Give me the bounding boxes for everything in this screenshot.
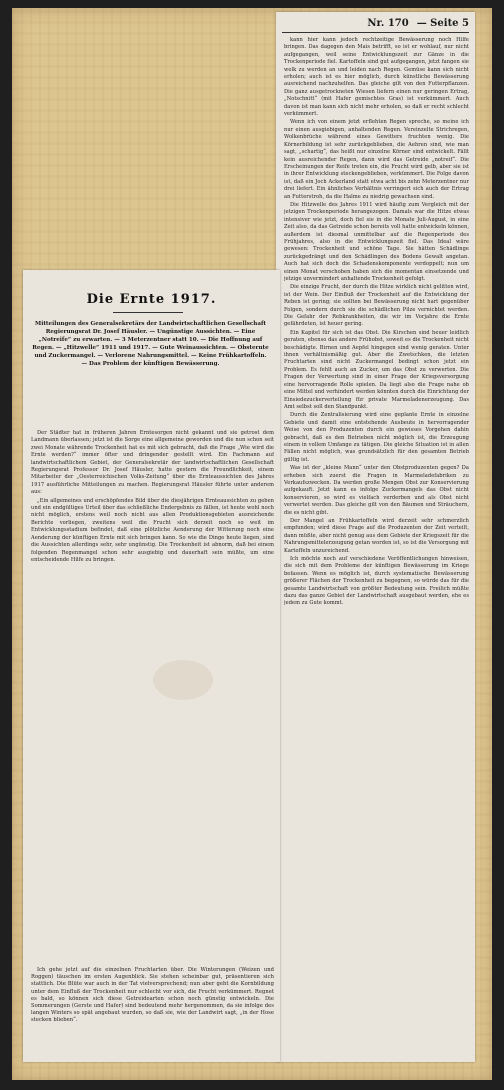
- continuation-paragraph: Ich möchte noch auf verschiedene Veröffentlichungen hinweisen, die sich mit dem Probleme der künftigen Bewässerung im Kriege befassen. Wenn es möglich ist, durch systematische Bewässerung größerer Flächen der Trockenheit zu begegnen, so würde das für die gesamte Landwirtschaft von größter Bedeutung sein. Freilich müßte dazu das ganze Gebiet der Landwirtschaft ausgebaut werden, ehe es jedem zu Gute kommt.: [284, 556, 469, 607]
- page-header: [284, 15, 469, 31]
- paper-stain: [153, 660, 213, 700]
- issue-number: Nr. 170: [367, 17, 409, 29]
- article-subhead: Mitteilungen des Generalsekretärs der Landwirtschaftlichen Gesellschaft Regierungsrat Dr. Josef Häusler. — Ungünstige Aussichten. — Eine „Notreife“ zu erwarten. — 3 Meterzentner statt 10. — Die Hoffnung auf Regen. — „Hitzwelle“ 1911 und 1917. — Gute Weinaussichten. — Obsternte und Zuckermangel. — Verlorene Nahrungsmittel. — Keine Frühkartoffeln. — Das Problem der künftigen Bewässerung.: [32, 321, 269, 367]
- article-body: [31, 430, 274, 785]
- body-paragraph: „Ein allgemeines und erschöpfendes Bild über die diesjährigen Ernteaussichten zu geben und ein endgültiges Urteil über das schließliche Endergebnis zu fällen, ist heute wohl noch nicht möglich, erstens weil noch nicht aus allen Produktionsgebieten ausreichende Berichte vorliegen, zweitens weil die Frucht sich derzeit noch so weit im Entwicklungsstadium befindet, daß eine plötzliche Aenderung der Witterung noch eine Aenderung der künftigen Ernte mit sich bringen kann. So wie die Dinge heute liegen, sind die Aussichten allerdings sehr, sehr ungünstig. Die Trockenheit ist abnorm, daß bei einem folgenden Regenmangel schon sehr ausgiebig und dauerhaft sein müßte, um eine entscheidende Hilfe zu bringen.: [31, 497, 274, 563]
- page-number: — Seite 5: [416, 17, 469, 29]
- article-tail: [31, 967, 274, 1056]
- header-rule: [282, 32, 469, 33]
- clipping-continuation: [276, 12, 475, 1062]
- continuation-paragraph: kann hier kann jedoch rechtzeitige Bewässerung noch Hilfe bringen. Das dagegen den Mais betrifft, so ist er wohlauf, nur nicht aufgegangen, weil seine Entwicklungszeit zur Gänze in die Trockenperiode fiel. Kartoffeln sind gut aufgegangen, jetzt fangen sie welk zu werden an und leiden nach Regen. Gemüse kann sich nicht erholen; auch ist es hier möglich, durch künstliche Bewässerung ausreichend nachzuhelfen. Das gleiche gilt von den Futterpflanzen. Die ganz ausgetrockneten Wiesen liefern einen nur geringen Ertrag, „Notschnitt“ (mit Hafer gemischtes Gras) ist verkümmert. Auch davon ist man kann sich nicht mehr erholen, so daß er recht schlecht verkümmert.: [284, 37, 469, 118]
- article-title: Die Ernte 1917.: [86, 292, 217, 307]
- continuation-column: [284, 37, 469, 1056]
- continuation-paragraph: Was ist der „kleine Mann“ unter den Obstproduzenten gegen? Da erheben sich zuerst die Fragen in Marmeladefabriken zu Verkaufszwecken. Da werden große Mengen Obst zur Konservierung aufgekauft. Jetzt kann es infolge Zuckermangels das Obst nicht konservieren, so wird es vielfach verderben und als Obst nicht verwertet werden. Das gleiche gilt von den Bäumen und Sträuchern, die es nicht gibt.: [284, 465, 469, 516]
- continuation-paragraph: Wenn ich von einem jetzt erflehten Regen spreche, so meine ich nur einen ausgiebigen, anhaltenden Regen. Vereinzelte Strichregen, Wolkenbrüche während eines Gewitters fruchten wenig. Die Körnerbildung ist sehr zurückgeblieben, die Aehren sind, wie man sagt, „schartig“, das heißt nur einzelne Körner sind entwickelt. Fällt kein ausreichender Regen, dann wird das Getreide „notreif“. Die Erscheinungen der Reife treten ein, die Frucht wird gelb, aber sie ist in ihrer Entwicklung steckengeblieben, verkümmert. Die Folge davon ist, daß ein Joch Ackerland statt etwa acht bis zehn Meterzentner nur drei liefert. Ein ähnliches Verhältnis verringert sich auch der Ertrag an Futterstroh, da die Halme zu niedrig gewachsen sind.: [284, 119, 469, 200]
- clipping-article: [23, 270, 280, 1062]
- continuation-paragraph: Die Hitzwelle des Jahres 1911 wird häufig zum Vergleich mit der jetzigen Trockenperiode herangezogen. Damals war die Hitze etwas intensiver wie jetzt, doch fiel sie in die Monate Juli-August, in eine Zeit also, da das Getreide schon bereits voll hatte entwickeln können, außerdem ist diesmal unmittelbar auf die Regenperiode des Frühjahres, also in die Entwicklungszeit fiel. Das Ideal wäre gewesen: Trockenheit und schöne Tage. Sie hätten Schädlinge zurückgedrängt und den Schädlingen des Bodens Gewalt angetan. Auch hat sich doch die Schadenskomponente verdoppelt; nun um einen Monat verschoben haben sich die momentan einsetzende und jetzige unvermindert anhaltende Trockenheit gefolgt.: [284, 201, 469, 282]
- continuation-paragraph: Der Mangel an Frühkartoffeln wird derzeit sehr schmerzlich empfunden; wird diese Frage auf die Produzenten der Zeit verteilt, dann müßte, aber nicht genug aus dem Gebiete der Kriegszeit für die Nahrungsmittelerzeugung getan worden ist, so ist die Versorgung mit Kartoffeln unzureichend.: [284, 518, 469, 554]
- title-rule: [113, 312, 183, 313]
- continuation-paragraph: Ein Kapitel für sich ist das Obst. Die Kirschen sind heuer leidlich geraten, ebenso das andere Frühobst, soweit es die Trockenheit nicht beschädigte. Birnen und Aepfel hingegen sind wenig geraten. Unter ihnen verhältnismäßig gut. Aber die Zwetschken, die letzten Fruchtarten sind nicht Zuckermangel bedingt schon jetzt ein Problem. Es fehlt auch an Zucker, um das Obst zu verwerten. Die Fragen der Verwertung sind in einer Frage der Kriegsversorgung eine hervorragende Rolle spielen. Da liegt also die Frage nahe ob eine Mittel und verhindert werden könnten durch die Einrichtung der Einsiedezuckerverteilung für private Marmeladenerzeugung. Das Amt selbst soll den Standpunkt.: [284, 329, 469, 410]
- blank-fold-area: [23, 788, 280, 964]
- tail-paragraph: Ich gehe jetzt auf die einzelnen Fruchtarten über. Die Winterungen (Weizen und Roggen) täuschen im ersten Augenblick. Sie stehen scheinbar gut, präsentieren sich stattlich. Die Blüte war auch in der Tat vielversprechend; nun aber geht die Kornbildung unter dem Einfluß der Trockenheit nur schlecht vor sich, die Frucht verkümmert. Regnet es bald, so können sich diese Getreidearten schon noch günstig entwickeln. Die Sommerungen (Gerste und Hafer) sind bedeutend mehr hergenommen, da sie infolge des langen Winters so spät angebaut wurden, so daß sie, wie der Landwirt sagt, „in der Hose stecken blieben“.: [31, 967, 274, 1024]
- body-paragraph: Der Städter hat in früheren Jahren Erntesorgen nicht gekannt und sie getrost dem Landmann überlassen; jetzt ist die Sorge eine allgemeine geworden und die nun schon seit zwei Monate währende Trockenheit hat es mit sich gebracht, daß die Frage „Wie wird die Ernte werden?“ immer öfter und dringender gestellt wird. Ein Fachmann auf landwirtschaftlichem Gebiet, der Generalsekretär der landwirtschaftlichen Gesellschaft Regierungsrat Professor Dr. Josef Häusler, hatte gestern die Freundlichkeit, einem Mitarbeiter der „Oesterreichischen Volks-Zeitung“ über die Ernteaussichten des Jahres 1917 ausführliche Mitteilungen zu machen. Regierungsrat Häusler führte unter anderem aus:: [31, 430, 274, 496]
- continuation-paragraph: Die einzige Frucht, der durch die Hitze wirklich nicht gelitten wird, ist der Wein. Der Einfluß der Trockenheit auf die Entwicklung der Reben ist gering; sie sollten bei Bewässerung nicht hart gegenüber Folgen, sondern durch sie die schädlichen Pilze vernichtet werden. Die Gefahr der Rebkrankheiten, die wir im Vorjahre die Ernte gefährdeten, ist heuer gering.: [284, 284, 469, 328]
- continuation-paragraph: Durch die Zentralisierung wird eine geplante Ernte in einzelne Gebiete und damit eine entstehende Ausbeute in hervorragender Weise von den Produzenten durch ein gewisses Vorgehen dahin gebracht, daß es den Betrieben nicht möglich ist, die Erzeugung einem in vollem Umfange zu tätigen. Die gleiche Situation ist in allen Fällen nicht möglich, was grundsätzlich für den gesamten Betrieb gültig ist.: [284, 412, 469, 463]
